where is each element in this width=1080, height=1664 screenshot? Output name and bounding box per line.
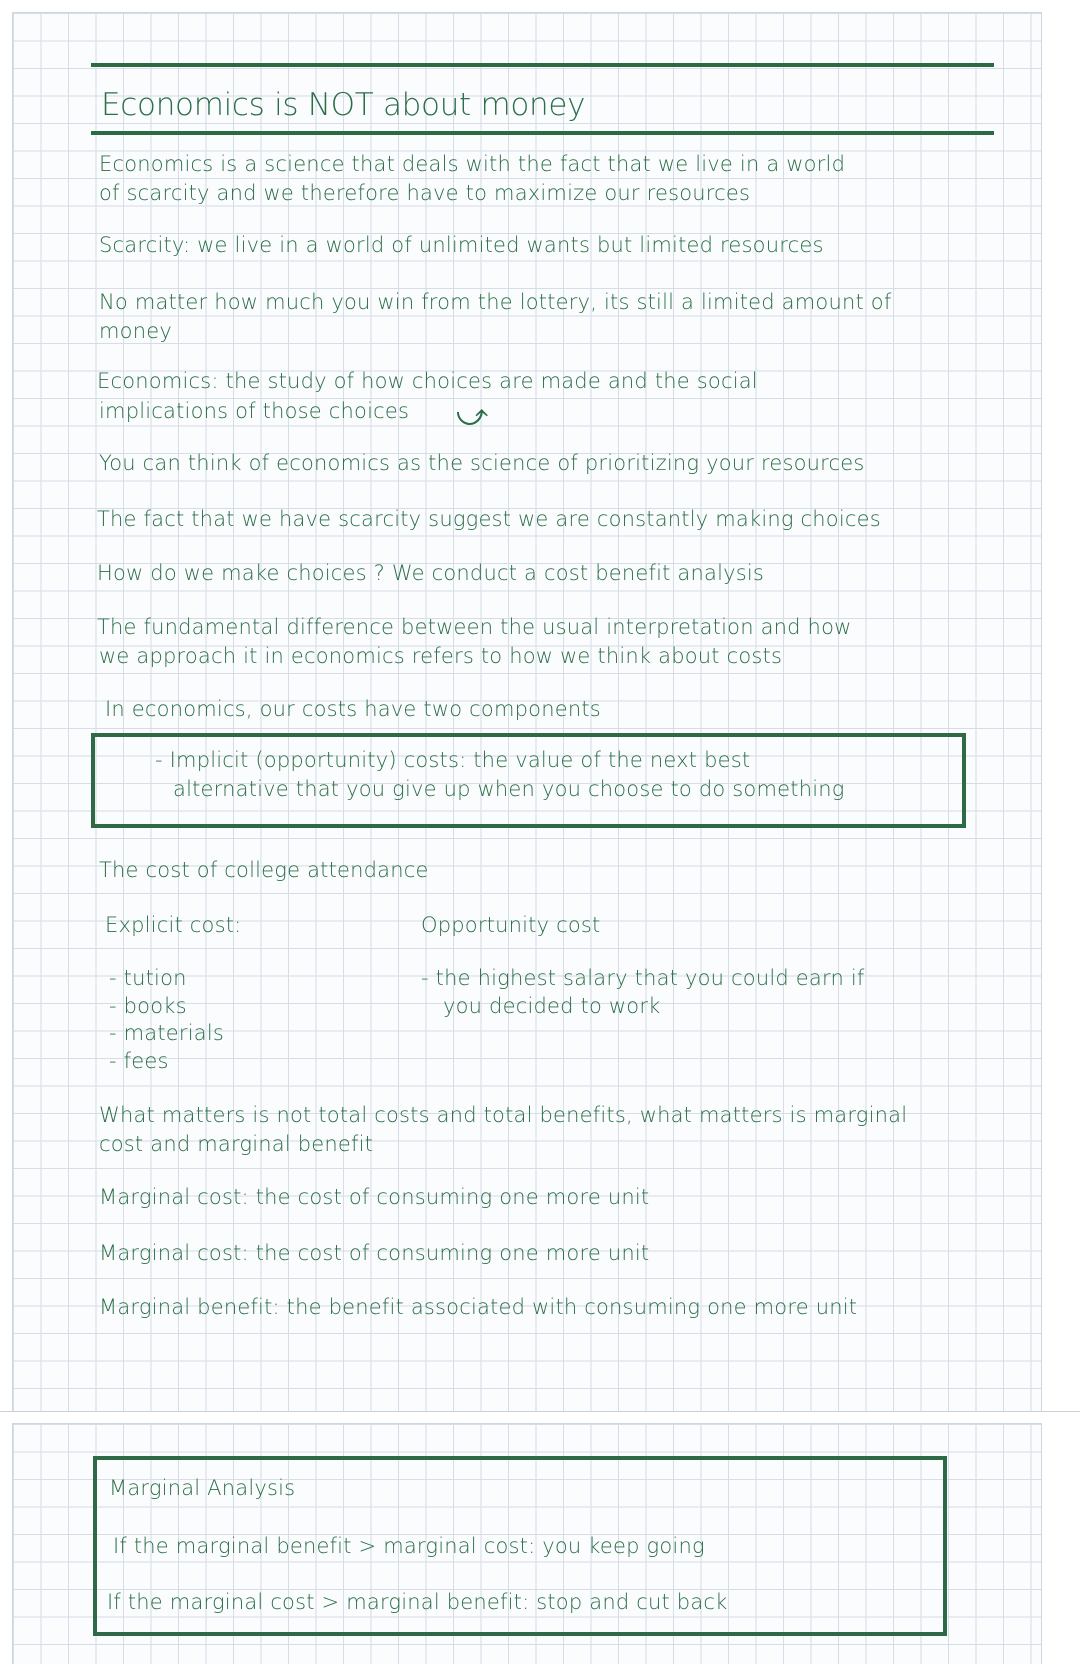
title-top-rule <box>91 63 994 67</box>
marginal-intro-line-2: cost and marginal benefit <box>99 1132 374 1156</box>
marginal-intro-line-1: What matters is not total costs and total benefits, what matters is marginal <box>99 1103 908 1127</box>
marginal-analysis-box <box>93 1456 947 1636</box>
notebook-page-1 <box>12 12 1042 1412</box>
notebook-page-2 <box>12 1423 1042 1664</box>
marginal-analysis-heading: Marginal Analysis <box>109 1476 296 1500</box>
opportunity-cost-heading: Opportunity cost <box>421 913 601 937</box>
opportunity-cost-line-2: you decided to work <box>443 994 661 1018</box>
economics-definition-line-2: implications of those choices <box>99 399 410 423</box>
intro-line-1: Economics is a science that deals with the fact that we live in a world <box>99 152 846 176</box>
college-cost-heading: The cost of college attendance <box>99 858 429 882</box>
fundamental-line-2: we approach it in economics refers to how we think about costs <box>99 644 783 668</box>
curved-arrow-icon: ⤻ <box>456 398 489 433</box>
analysis-rule-keep-going: If the marginal benefit > marginal cost: you keep going <box>113 1534 705 1558</box>
implicit-cost-line-2: alternative that you give up when you choose to do something <box>173 777 845 801</box>
lottery-line-2: money <box>99 319 172 343</box>
lottery-line-1: No matter how much you win from the lottery, its still a limited amount of <box>99 290 892 314</box>
intro-line-2: of scarcity and we therefore have to maximize our resources <box>99 181 751 205</box>
implicit-cost-line-1: - Implicit (opportunity) costs: the value of the next best <box>155 748 751 772</box>
explicit-item-tuition: - tution <box>109 966 187 990</box>
page-separator <box>0 1411 1080 1412</box>
scarcity-choices-line: The fact that we have scarcity suggest we are constantly making choices <box>97 507 881 531</box>
prioritizing-line: You can think of economics as the science of prioritizing your resources <box>99 451 865 475</box>
explicit-item-materials: - materials <box>109 1021 225 1045</box>
marginal-benefit-definition: Marginal benefit: the benefit associated with consuming one more unit <box>99 1295 858 1319</box>
economics-definition-line-1: Economics: the study of how choices are made and the social <box>97 369 758 393</box>
cost-benefit-line: How do we make choices ? We conduct a cost benefit analysis <box>97 561 765 585</box>
explicit-item-books: - books <box>109 994 187 1018</box>
page-title: Economics is NOT about money <box>101 87 586 123</box>
scarcity-definition: Scarcity: we live in a world of unlimited wants but limited resources <box>99 233 824 257</box>
explicit-item-fees: - fees <box>109 1049 169 1073</box>
fundamental-line-1: The fundamental difference between the usual interpretation and how <box>97 615 852 639</box>
title-bottom-rule <box>91 131 994 135</box>
opportunity-cost-line-1: - the highest salary that you could earn if <box>421 966 865 990</box>
explicit-cost-heading: Explicit cost: <box>105 913 242 937</box>
analysis-rule-cut-back: If the marginal cost > marginal benefit: stop and cut back <box>107 1590 728 1614</box>
marginal-cost-definition-1: Marginal cost: the cost of consuming one more unit <box>99 1185 650 1209</box>
marginal-cost-definition-2: Marginal cost: the cost of consuming one more unit <box>99 1241 650 1265</box>
cost-components-line: In economics, our costs have two components <box>105 697 601 721</box>
implicit-cost-box <box>91 733 966 828</box>
